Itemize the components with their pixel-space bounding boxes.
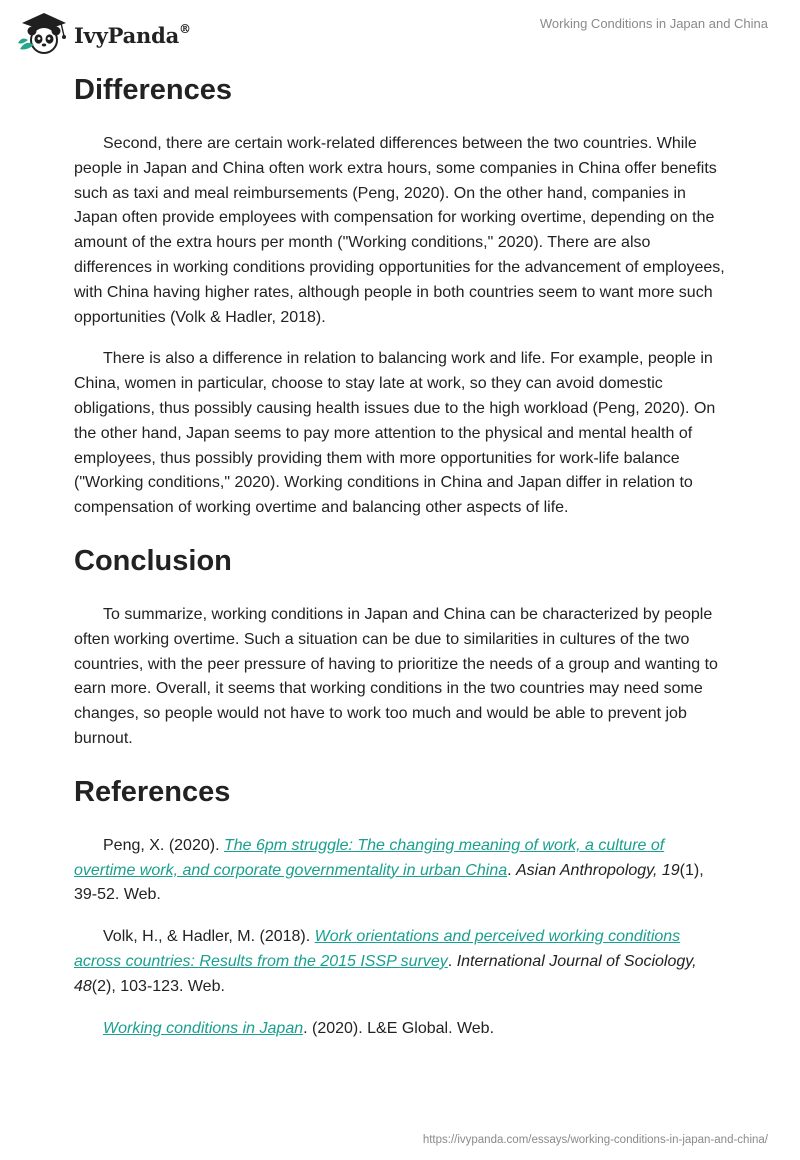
- reference-link[interactable]: Work orientations and perceived working conditions across countries: Results from the 2015 ISSP survey: [74, 928, 681, 970]
- reference-item: Peng, X. (2020). The 6pm struggle: The changing meaning of work, a culture of overtime work, and corporate governmentality in urban China. Asian Anthropology, 19(1), 39-52. Web.: [74, 836, 704, 904]
- brand-logo[interactable]: [14, 9, 191, 55]
- differences-paragraph-2: There is also a difference in relation to balancing work and life. For example, people in China, women in particular, choose to stay late at work, so they can avoid domestic obligations, thus possibly causing health issues due to the high workload (Peng, 2020). On the other hand, Japan seems to pay more attention to the physical and mental health of employees, thus possibly providing them with more opportunities for work-life balance ("Working conditions," 2020). Working conditions in China and Japan differ in relation to compensation of working overtime and balancing other aspects of life.: [74, 350, 716, 517]
- page-url: https://ivypanda.com/essays/working-conditions-in-japan-and-china/: [422, 1134, 768, 1146]
- brand-name: IvyPanda®: [74, 21, 191, 48]
- reference-item: Volk, H., & Hadler, M. (2018). Work orientations and perceived working conditions across countries: Results from the 2015 ISSP survey. International Journal of Sociology, 48(2), 103-123. Web.: [74, 928, 697, 995]
- differences-paragraph-1: Second, there are certain work-related differences between the two countries. While people in Japan and China often work extra hours, some companies in China offer benefits such as taxi and meal reimbursements (Peng, 2020). On the other hand, companies in Japan often provide employees with compensation for working overtime, depending on the amount of the extra hours per month ("Working conditions," 2020). There are also differences in working conditions providing opportunities for the advancement of employees, with China having higher rates, although people in both countries seem to want more such opportunities (Volk & Hadler, 2018).: [74, 135, 725, 326]
- conclusion-paragraph: To summarize, working conditions in Japan and China can be characterized by people often working overtime. Such a situation can be due to similarities in cultures of the two countries, with the peer pressure of having to prioritize the needs of a group and wanting to earn more. Overall, it seems that working conditions in the two countries may need some changes, so people would not have to work too much and would be able to prevent job burnout.: [74, 605, 718, 747]
- reference-item: Working conditions in Japan. (2020). L&E Global. Web.: [103, 1019, 495, 1037]
- reference-link[interactable]: The 6pm struggle: The changing meaning of work, a culture of overtime work, and corporate governmentality in urban China: [74, 836, 665, 879]
- page-header: [0, 0, 800, 64]
- reference-link[interactable]: Working conditions in Japan: [103, 1019, 304, 1037]
- heading-differences: Differences: [74, 74, 232, 106]
- document-title: Working Conditions in Japan and China: [539, 16, 768, 31]
- heading-conclusion: Conclusion: [74, 544, 232, 577]
- essay-content: [74, 70, 726, 1041]
- panda-graduate-icon: [14, 9, 72, 55]
- heading-references: References: [74, 775, 231, 808]
